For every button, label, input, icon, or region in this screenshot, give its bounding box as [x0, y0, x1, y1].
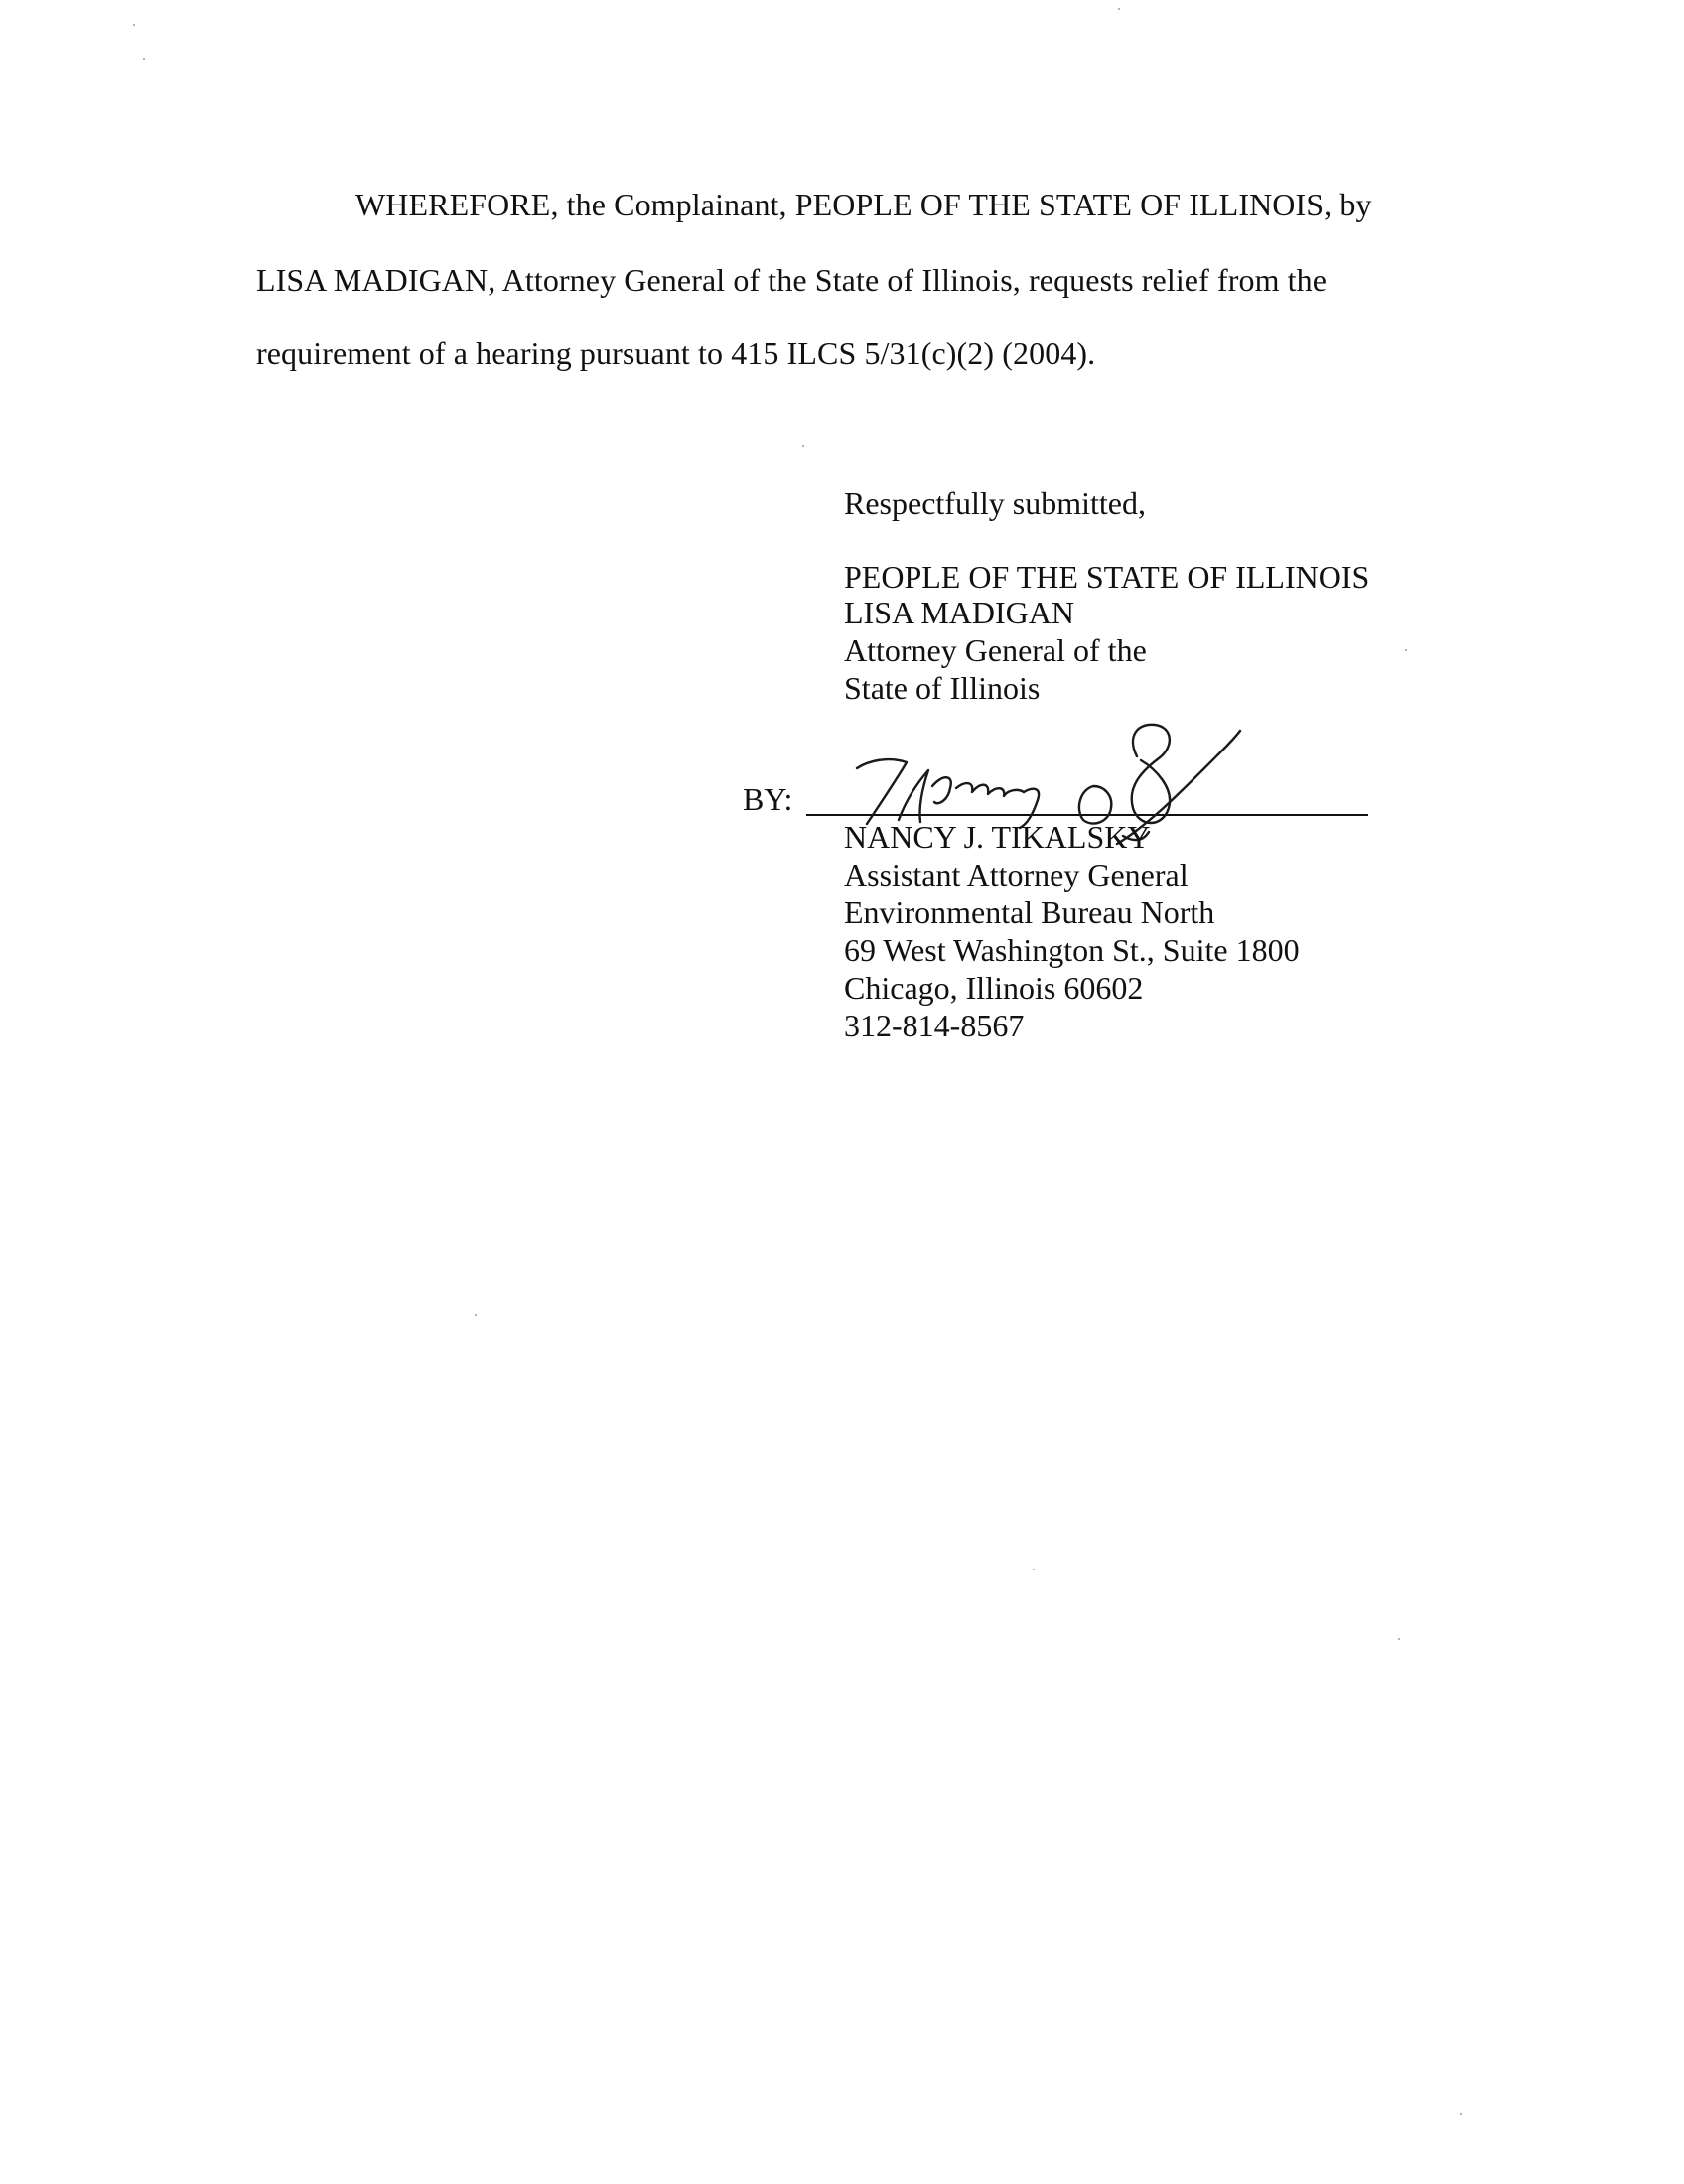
scan-speck — [1033, 1569, 1035, 1570]
scan-speck — [1460, 2113, 1462, 2115]
party-line-1: PEOPLE OF THE STATE OF ILLINOIS — [844, 559, 1370, 595]
signer-name: NANCY J. TIKALSKY — [844, 819, 1151, 855]
signer-address: 69 West Washington St., Suite 1800 — [844, 932, 1300, 968]
scan-speck — [1398, 1638, 1400, 1640]
party-line-2: LISA MADIGAN — [844, 595, 1074, 630]
signer-bureau: Environmental Bureau North — [844, 894, 1215, 930]
signer-city: Chicago, Illinois 60602 — [844, 970, 1144, 1006]
paragraph-line-2: LISA MADIGAN, Attorney General of the State of Illinois, requests relief from the — [256, 262, 1328, 298]
party-line-3: Attorney General of the — [844, 632, 1147, 668]
by-label: BY: — [743, 781, 793, 817]
scan-speck — [133, 24, 135, 26]
closing: Respectfully submitted, — [844, 485, 1146, 521]
party-line-4: State of Illinois — [844, 670, 1041, 706]
signer-title: Assistant Attorney General — [844, 857, 1189, 892]
scan-speck — [475, 1314, 477, 1316]
scan-speck — [1118, 8, 1120, 10]
paragraph-line-1: WHEREFORE, the Complainant, PEOPLE OF THE STATE OF ILLINOIS, by — [355, 187, 1372, 222]
signer-phone: 312-814-8567 — [844, 1008, 1025, 1043]
scan-speck — [802, 445, 804, 447]
scan-speck — [1405, 649, 1407, 651]
paragraph-line-3: requirement of a hearing pursuant to 415 ILCS 5/31(c)(2) (2004). — [256, 336, 1096, 371]
scan-speck — [143, 58, 145, 60]
